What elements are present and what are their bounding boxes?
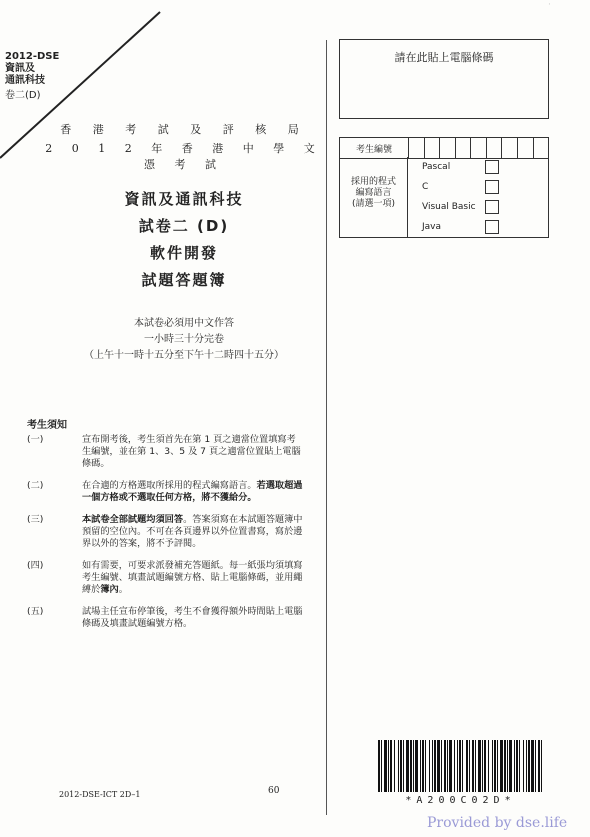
candidate-digit-cell[interactable] [487,138,503,158]
candidate-digit-cell[interactable] [409,138,425,158]
corner-line2: 資訊及 [5,63,35,74]
checkbox-visual-basic[interactable] [485,200,499,214]
candidate-number-label: 考生編號 [340,138,409,158]
notice-bold: 若選取超過一個方格或不選取任何方格，將不獲給分。 [82,480,303,503]
exam-name: 2 0 1 2 年 香 港 中 學 文 憑 考 試 [45,142,323,171]
title-block [40,186,328,294]
notice-text: 本試卷全部試題均須回答。答案須寫在本試題答題簿中預留的空位內。不可在各頁邊界以外位置書寫，寫於邊界以外的答案，將不予評閱。 [82,514,303,549]
candidate-digit-cell[interactable] [518,138,534,158]
provided-by-watermark: Provided by dse.life [427,815,568,831]
notice-number: (五) [27,606,44,617]
notice-number: (四) [27,560,44,571]
notice-bold: 簿內 [100,584,119,595]
checkbox-pascal[interactable] [485,160,499,174]
notice-text: 宣布開考後，考生須首先在第 1 頁之適當位置填寫考生編號，並在第 1、3、5 及 7 頁之適當位置貼上電腦條碼。 [82,434,301,469]
candidate-digit-cell[interactable] [471,138,487,158]
page-number: 60 [268,786,280,796]
notice-text: 試場主任宣布停筆後，考生不會獲得額外時間貼上電腦條碼及填畫試題編號方格。 [82,606,303,629]
candidate-digit-cell[interactable] [534,138,549,158]
notice-item [27,480,312,504]
corner-line1: 2012-DSE [5,51,60,62]
candidate-digit-cell[interactable] [440,138,456,158]
notice-item [27,514,312,550]
language-label: 採用的程式 編寫語言 (請選一項) [340,157,408,237]
candidate-digit-cell[interactable] [425,138,441,158]
language-option-java: Java [408,217,548,237]
language-option-pascal: Pascal [408,157,548,177]
checkbox-java[interactable] [485,220,499,234]
notice-number: (三) [27,514,44,525]
notice-bold: 本試卷全部試題均須回答 [82,514,184,525]
info-duration: 一小時三十分完卷 [144,334,224,345]
checkbox-c[interactable] [485,180,499,194]
paper-title: 試卷二 (D) [138,217,230,235]
language-option-visual-basic: Visual Basic [408,197,548,217]
corner-paper: 卷二(D) [5,90,41,101]
notice-number: (一) [27,434,44,445]
candidate-digit-cell[interactable] [456,138,472,158]
notice-item [27,560,312,596]
notice-text: 如有需要，可要求派發補充答題紙。每一紙張均須填寫考生編號、填畫試題編號方格、貼上電腦條碼，並用繩縛於簿內。 [82,560,303,595]
scan-mark: · [548,0,551,10]
language-selection [339,157,549,238]
corner-label [5,51,59,102]
barcode-sticker-box[interactable] [339,39,549,119]
exam-info [40,316,328,364]
notice-number: (二) [27,480,44,491]
info-time: （上午十一時十五分至下午十二時四十五分） [84,350,284,361]
booklet-title: 試題答題簿 [141,271,227,289]
corner-line3: 通訊科技 [5,75,45,86]
notice-item [27,434,312,470]
barcode-box-label: 請在此貼上電腦條碼 [394,51,494,64]
language-option-c: C [408,177,548,197]
module-title: 軟件開發 [149,244,218,262]
candidate-digit-cell[interactable] [502,138,518,158]
subject-title: 資訊及通訊科技 [124,190,244,208]
info-language: 本試卷必須用中文作答 [134,318,234,329]
notice-title: 考生須知 [27,420,67,431]
notice-text: 在合適的方格選取所採用的程式編寫語言。若選取超過一個方格或不選取任何方格，將不獲給分。 [82,480,303,503]
notice-list [27,434,312,640]
candidate-number-row [339,137,549,159]
barcode-image [378,740,543,795]
notice-item [27,606,312,630]
barcode-text: *A200C02D* [405,795,516,806]
authority-name: 香 港 考 試 及 評 核 局 [60,123,308,136]
footer-code: 2012-DSE-ICT 2D–1 [59,790,141,799]
